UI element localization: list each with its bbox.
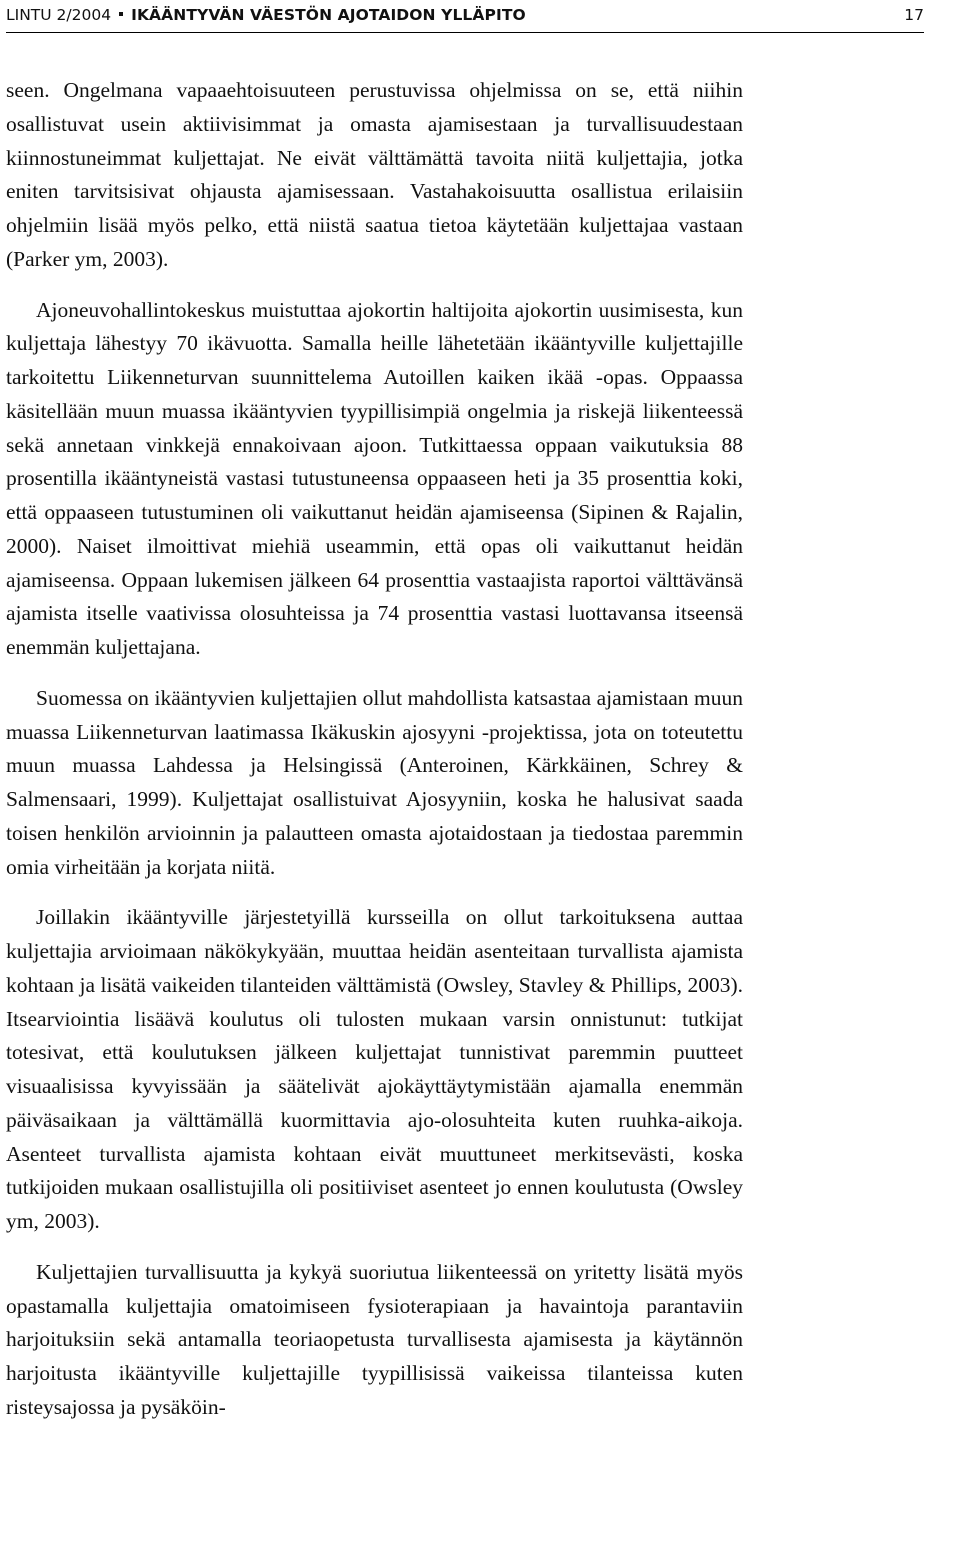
page-number: 17 [904,6,924,24]
journal-issue: LINTU 2/2004 [6,6,112,24]
running-header-left [6,0,526,30]
paragraph: Kuljettajien turvallisuutta ja kykyä suoriutua liikenteessä on yritetty lisätä myös opastamalla kuljettajia omatoimiseen fysioterapiaan ja havaintoja parantaviin harjoituksiin sekä antamalla teoriaopetusta turvallisesta ajamisesta ja käytännön harjoitusta ikääntyville kuljettajille tyypillisissä vaikeissa tilanteissa kuten risteysajossa ja pysäköin- [6,1259,743,1419]
article-title: IKÄÄNTYVÄN VÄESTÖN AJOTAIDON YLLÄPITO [131,6,526,24]
paragraph: Joillakin ikääntyville järjestetyillä kursseilla on ollut tarkoituksena auttaa kuljettajia arvioimaan näkökykyään, muuttaa heidän asenteitaan turvallista ajamista kohtaan ja lisätä vaikeiden tilanteiden välttämistä (Owsley, Stavley & Phillips, 2003). Itsearviointia lisäävä koulutus oli tulosten mukaan varsin onnistunut: tutkijat totesivat, että koulutuksen jälkeen kuljettajat tunnistivat paremmin puutteet visuaalisissa kyvyissään ja säätelivät ajokäyttäytymistään ajamalla enemmän päiväsaikaan ja välttämällä kuormittavia ajo-olosuhteita kuten ruuhka-aikoja. Asenteet turvallista ajamista kohtaan eivät muuttuneet merkitsevästi, koska tutkijoiden mukaan osallistujilla oli positiiviset asenteet jo ennen koulutusta (Owsley ym, 2003). [6,905,743,1233]
running-header [6,0,924,33]
article-body [6,74,743,1425]
paragraph-continued: seen. Ongelmana vapaaehtoisuuteen perustuvissa ohjelmissa on se, että niihin osallistuvat usein aktiivisimmat ja omasta ajamisestaan ja turvallisuudestaan kiinnostuneimmat kuljettajat. Ne eivät välttämättä tavoita niitä kuljettajia, jotka eniten tarvitsisivat ohjausta ajamisessaan. Vastahakoisuutta osallistua erilaisiin ohjelmiin lisää myös pelko, että niistä saatua tietoa käytetään kuljettajaa vastaan (Parker ym, 2003). [6,78,743,271]
paragraph: Ajoneuvohallintokeskus muistuttaa ajokortin haltijoita ajokortin uusimisesta, kun kuljettaja lähestyy 70 ikävuotta. Samalla heille lähetetään ikääntyville kuljettajille tarkoitettu Liikenneturvan suunnittelema Autoillen kaiken ikää -opas. Oppaassa käsitellään muun muassa ikääntyvien tyypillisimpiä ongelmia ja riskejä liikenteessä sekä annetaan vinkkejä ennakoivaan ajoon. Tutkittaessa oppaan vaikutuksia 88 prosentilla ikääntyneistä vastasi tutustuneensa oppaaseen heti ja 35 prosenttia koki, että oppaaseen tutustuminen oli vaikuttanut heidän ajamiseensa (Sipinen & Rajalin, 2000). Naiset ilmoittivat miehiä useammin, että opas oli vaikuttanut heidän ajamiseensa. Oppaan lukemisen jälkeen 64 prosenttia vastaajista raportoi välttävänsä ajamista itselle vaativissa olosuhteissa ja 74 prosenttia vastasi luottavansa itseensä enemmän kuljettajana. [6,297,743,659]
bullet-separator-icon [119,12,123,16]
paragraph: Suomessa on ikääntyvien kuljettajien ollut mahdollista katsastaa ajamistaan muun muassa Liikenneturvan laatimassa Ikäkuskin ajosyyni -projektissa, jota on toteutettu muun muassa Lahdessa ja Helsingissä (Anteroinen, Kärkkäinen, Schrey & Salmensaari, 1999). Kuljettajat osallistuivat Ajosyyniin, koska he halusivat saada toisen henkilön arvioinnin ja palautteen omasta ajotaidostaan ja tiedostaa paremmin omia virheitään ja korjata niitä. [6,685,743,879]
